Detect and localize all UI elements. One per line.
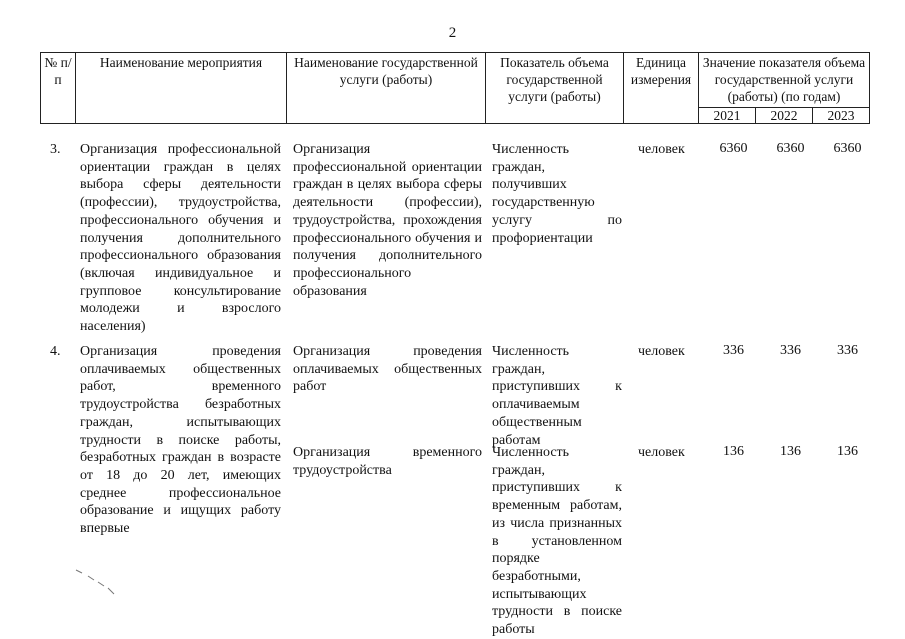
header-num: № п/п	[41, 53, 76, 124]
row-4-2-value-2022: 136	[780, 444, 801, 459]
header-event-name: Наименование мероприятия	[76, 53, 287, 124]
row-3-value-2021: 6360	[719, 141, 748, 156]
header-value-group: Значение показателя объема государственной услуги (работы) (по годам)	[699, 53, 870, 108]
row-4-indicator-2: Численность граждан, приступивших к временным работам, из числа признанных в установленном порядке безработными, испытывающих трудности в поиске работы	[492, 445, 622, 638]
row-4-2-value-2021: 136	[723, 444, 744, 459]
row-4-2-value-2023: 136	[837, 444, 858, 459]
row-3-service: Организация профессиональной ориентации граждан в целях выбора сферы деятельности (профессии), трудоустройства, прохождения профессионального обучения и получения дополнительного профессионального образования	[293, 142, 482, 299]
header-unit: Единица измерения	[624, 53, 699, 124]
row-4-service-2: Организация временного трудоустройства	[293, 445, 482, 478]
row-3-indicator: Численность граждан, получивших государственную услугу по профориентации	[492, 142, 622, 246]
row-3-num: 3.	[50, 142, 61, 157]
header-year-2022: 2022	[756, 108, 813, 124]
header-volume-indicator: Показатель объема государственной услуги (работы)	[486, 53, 624, 124]
table-header	[40, 52, 870, 124]
row-4-num: 4.	[50, 344, 61, 359]
header-year-2021: 2021	[699, 108, 756, 124]
pen-mark	[74, 566, 124, 598]
row-4-unit-1: человек	[638, 344, 685, 359]
row-3-value-2023: 6360	[833, 141, 862, 156]
header-year-2023: 2023	[813, 108, 870, 124]
row-3-unit: человек	[638, 142, 685, 157]
row-3-event: Организация профессиональной ориентации граждан в целях выбора сферы деятельности (профессии), трудоустройства, профессионального обучения и получения дополнительного профессионального образования (включая индивидуальное и групповое консультирование молодежи и взрослого населения)	[80, 142, 281, 335]
row-4-1-value-2022: 336	[780, 343, 801, 358]
row-4-indicator-1: Численность граждан, приступивших к оплачиваемым общественным работам	[492, 344, 622, 448]
row-4-event: Организация проведения оплачиваемых общественных работ, временного трудоустройства безработных граждан, испытывающих трудности в поиске работы, безработных граждан в возрасте от 18 до 20 лет, имеющих среднее профессиональное образование и ищущих работу впервые	[80, 344, 281, 537]
row-4-unit-2: человек	[638, 445, 685, 460]
row-4-service-1: Организация проведения оплачиваемых общественных работ	[293, 344, 482, 395]
row-4-1-value-2021: 336	[723, 343, 744, 358]
page-number: 2	[448, 25, 457, 41]
row-3-value-2022: 6360	[776, 141, 805, 156]
header-service-name: Наименование государственной услуги (работы)	[287, 53, 486, 124]
row-4-1-value-2023: 336	[837, 343, 858, 358]
